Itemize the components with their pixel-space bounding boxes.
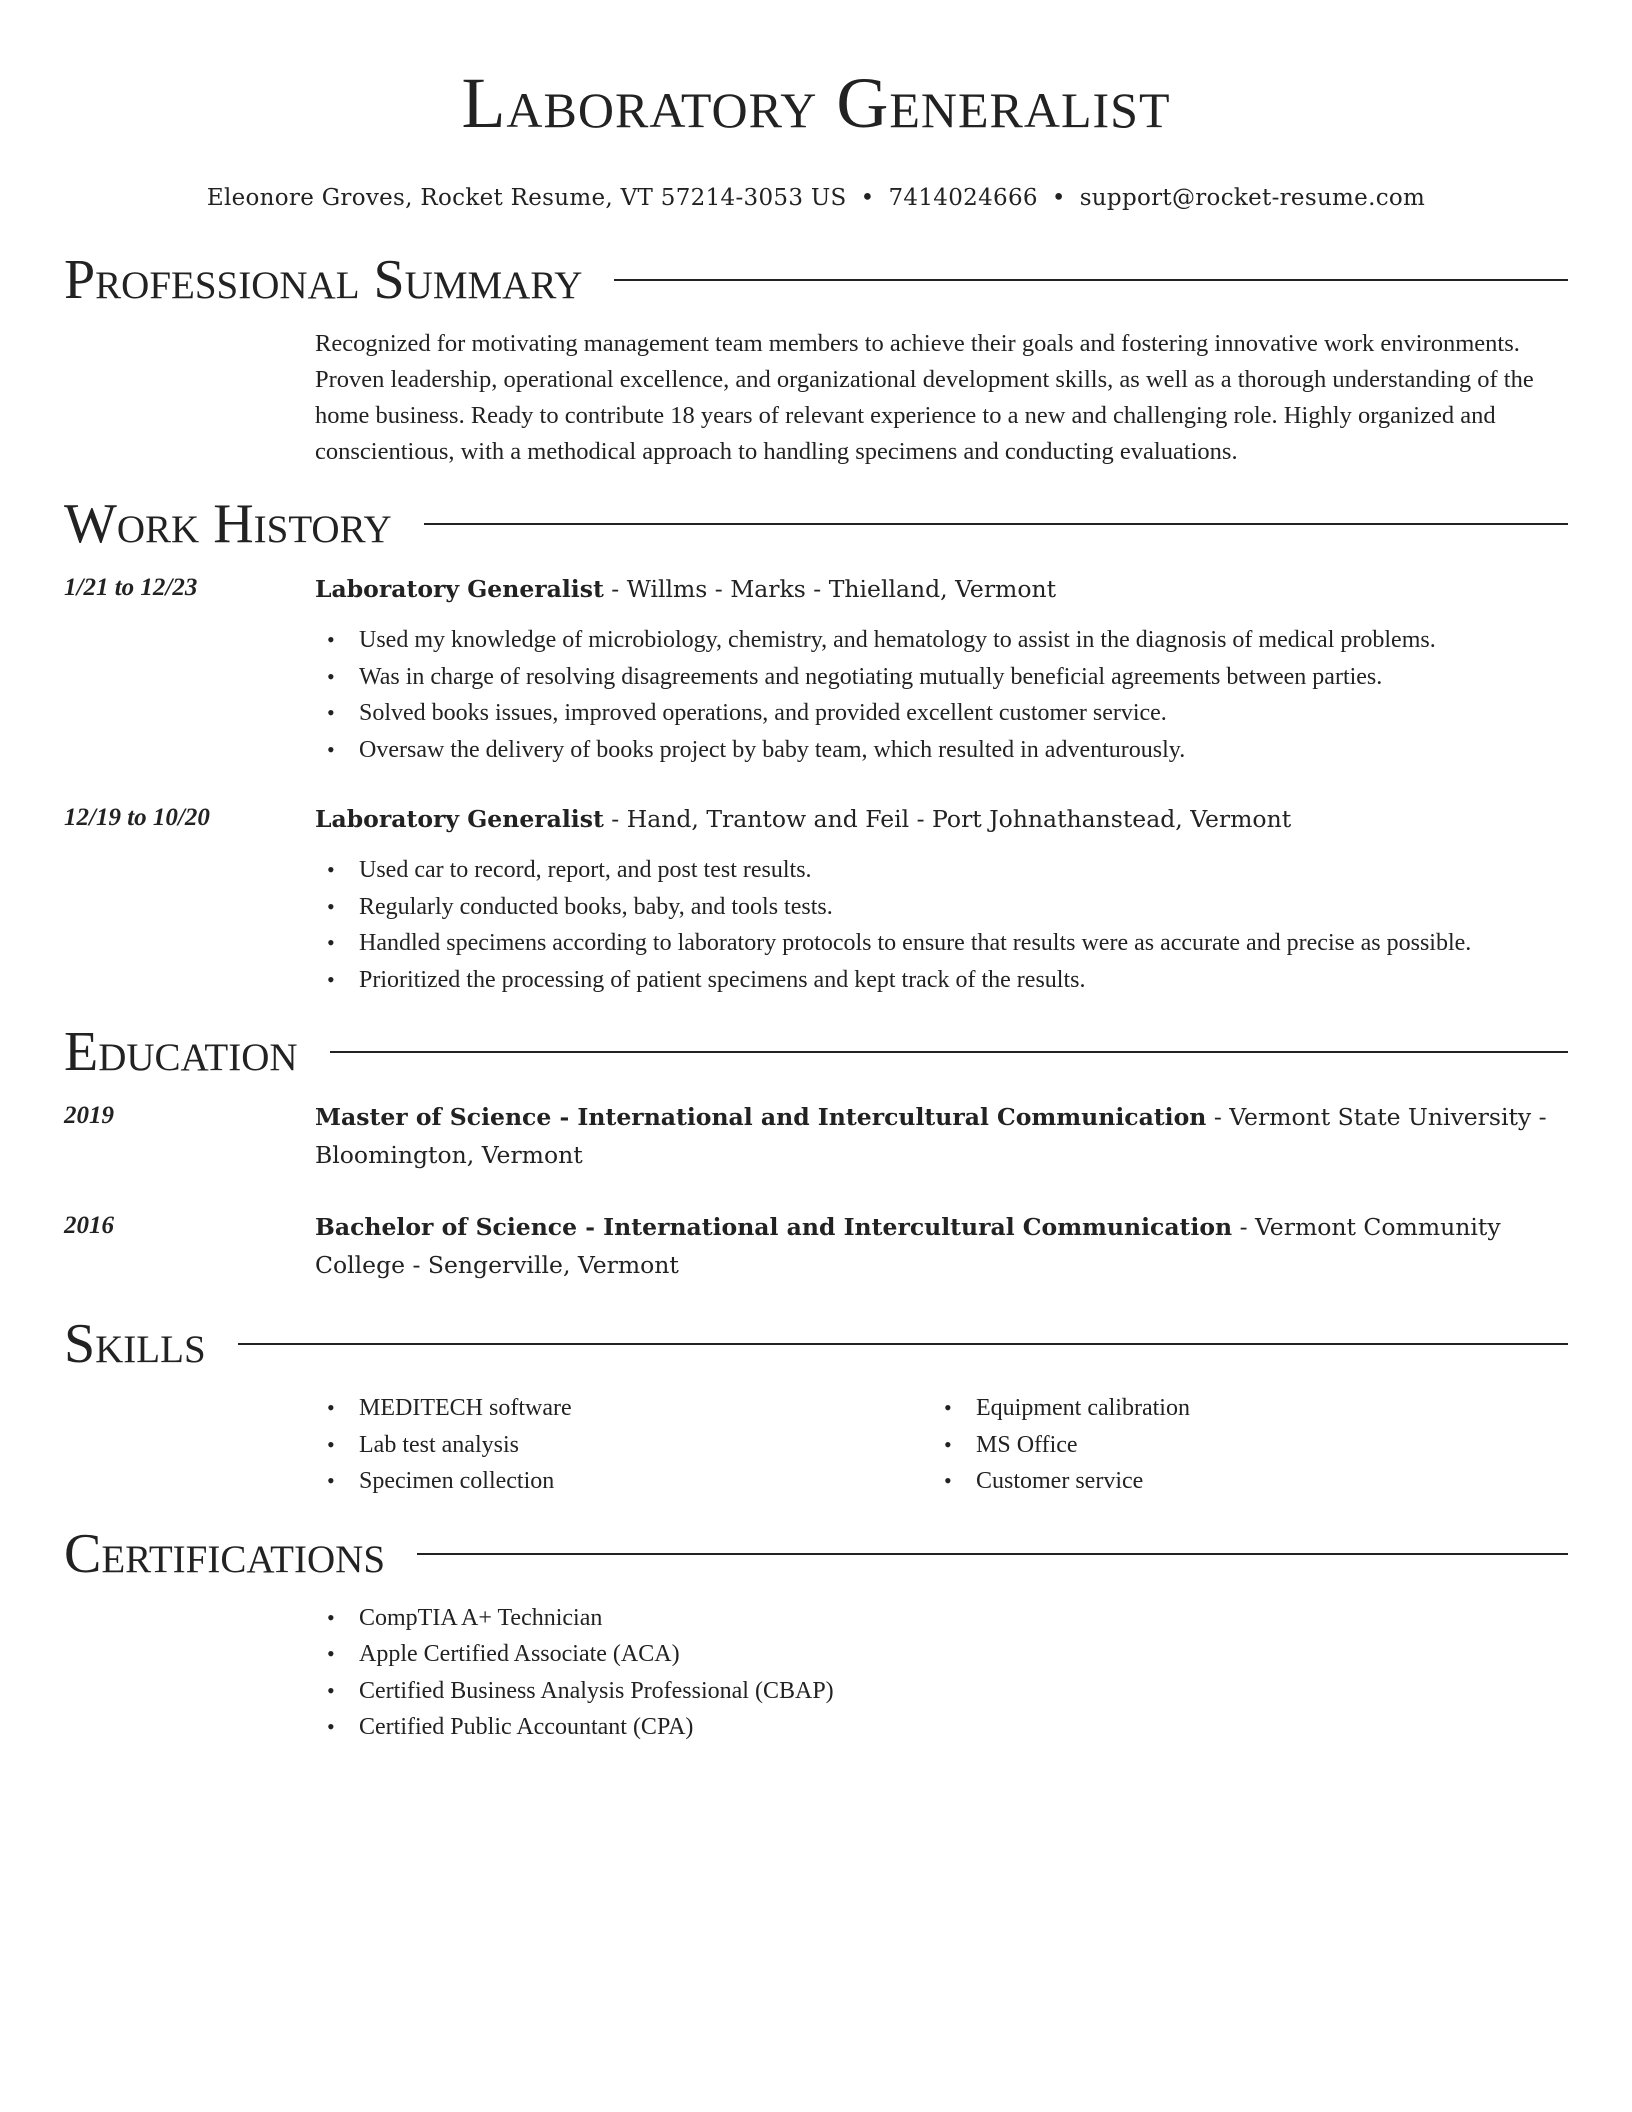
education-year: 2016 <box>64 1212 114 1239</box>
summary-spacer <box>64 326 315 470</box>
job-bullet: • Used car to record, report, and post test results. <box>315 852 1568 889</box>
separator-dot: • <box>860 185 875 211</box>
job-entry <box>64 800 1568 998</box>
section-divider <box>614 279 1568 281</box>
skills-heading: Skills <box>64 1313 206 1375</box>
job-bullet: • Was in charge of resolving disagreements and negotiating mutually beneficial agreements between parties. <box>315 659 1568 696</box>
skills-spacer <box>64 1390 315 1500</box>
education-entry <box>64 1098 1568 1174</box>
certifications-list <box>315 1600 1568 1746</box>
skills-list-right <box>932 1390 1549 1500</box>
skill-item: • Lab test analysis <box>315 1427 932 1464</box>
job-bullets <box>315 622 1568 768</box>
certifications-heading: Certifications <box>64 1522 386 1585</box>
skill-item: • MS Office <box>932 1427 1549 1464</box>
resume-title: Laboratory Generalist <box>461 63 1171 143</box>
job-dates: 1/21 to 12/23 <box>64 574 198 601</box>
job-dates: 12/19 to 10/20 <box>64 804 210 831</box>
job-bullet: • Solved books issues, improved operations, and provided excellent customer service. <box>315 695 1568 732</box>
certification-item: • CompTIA A+ Technician <box>315 1600 1568 1637</box>
education-details <box>315 1208 1568 1284</box>
job-bullet: • Handled specimens according to laboratory protocols to ensure that results were as accurate and precise as possible. <box>315 925 1568 962</box>
job-title: Laboratory Generalist <box>315 805 604 833</box>
education-section-header <box>64 1020 1568 1084</box>
skills-section-header <box>64 1312 1568 1376</box>
skill-item: • Specimen collection <box>315 1463 932 1500</box>
summary-text: Recognized for motivating management team members to achieve their goals and fostering innovative work environments. Proven leadership, operational excellence, and organizational development skills, as well as a thorough understanding of the home business. Ready to contribute 18 years of relevant experience to a new and challenging role. Highly organized and conscientious, with a methodical approach to handling specimens and conducting evaluations. <box>315 330 1534 465</box>
job-body <box>315 570 1568 768</box>
section-divider <box>417 1553 1568 1555</box>
job-bullet: • Used my knowledge of microbiology, chemistry, and hematology to assist in the diagnosis of medical problems. <box>315 622 1568 659</box>
certifications-spacer <box>64 1600 315 1746</box>
education-details <box>315 1098 1568 1174</box>
section-divider <box>330 1051 1568 1053</box>
education-school: - Vermont State University - Bloomington, Vermont <box>315 1103 1547 1169</box>
skill-item: • MEDITECH software <box>315 1390 932 1427</box>
summary-heading: Professional Summary <box>64 249 583 311</box>
resume-page <box>64 0 1568 1746</box>
job-entry <box>64 570 1568 768</box>
education-year: 2019 <box>64 1102 114 1129</box>
job-heading <box>315 570 1568 608</box>
skills-row <box>64 1390 1568 1500</box>
education-degree: Bachelor of Science - International and Intercultural Communication <box>315 1213 1233 1241</box>
job-details: - Willms - Marks - Thielland, Vermont <box>603 575 1057 603</box>
job-details: - Hand, Trantow and Feil - Port Johnathanstead, Vermont <box>603 805 1292 833</box>
certification-item: • Certified Business Analysis Professional (CBAP) <box>315 1673 1568 1710</box>
skills-list-left <box>315 1390 932 1500</box>
skills-columns <box>315 1390 1568 1500</box>
skill-item: • Equipment calibration <box>932 1390 1549 1427</box>
job-bullet: • Prioritized the processing of patient specimens and kept track of the results. <box>315 962 1568 999</box>
job-bullet: • Regularly conducted books, baby, and tools tests. <box>315 889 1568 926</box>
contact-address: Eleonore Groves, Rocket Resume, VT 57214-3053 US <box>206 185 847 211</box>
section-divider <box>238 1343 1568 1345</box>
job-bullet: • Oversaw the delivery of books project by baby team, which resulted in adventurously. <box>315 732 1568 769</box>
job-body <box>315 800 1568 998</box>
section-divider <box>424 523 1568 525</box>
certification-item: • Certified Public Accountant (CPA) <box>315 1709 1568 1746</box>
contact-email: support@rocket-resume.com <box>1079 185 1426 211</box>
certification-item: • Apple Certified Associate (ACA) <box>315 1636 1568 1673</box>
certifications-section-header <box>64 1522 1568 1586</box>
work-heading: Work History <box>64 493 392 555</box>
skill-item: • Customer service <box>932 1463 1549 1500</box>
certifications-body <box>315 1600 1568 1746</box>
job-title: Laboratory Generalist <box>315 575 604 603</box>
education-heading: Education <box>64 1021 298 1083</box>
summary-row <box>64 326 1568 470</box>
certifications-row <box>64 1600 1568 1746</box>
contact-line <box>64 182 1568 214</box>
education-entry <box>64 1208 1568 1284</box>
education-school: - Vermont Community College - Sengerville, Vermont <box>315 1213 1501 1279</box>
work-section-header <box>64 492 1568 556</box>
summary-section-header <box>64 248 1568 312</box>
job-bullets <box>315 852 1568 998</box>
education-degree: Master of Science - International and Intercultural Communication <box>315 1103 1207 1131</box>
job-heading <box>315 800 1568 838</box>
contact-phone: 7414024666 <box>888 185 1038 211</box>
separator-dot: • <box>1051 185 1066 211</box>
